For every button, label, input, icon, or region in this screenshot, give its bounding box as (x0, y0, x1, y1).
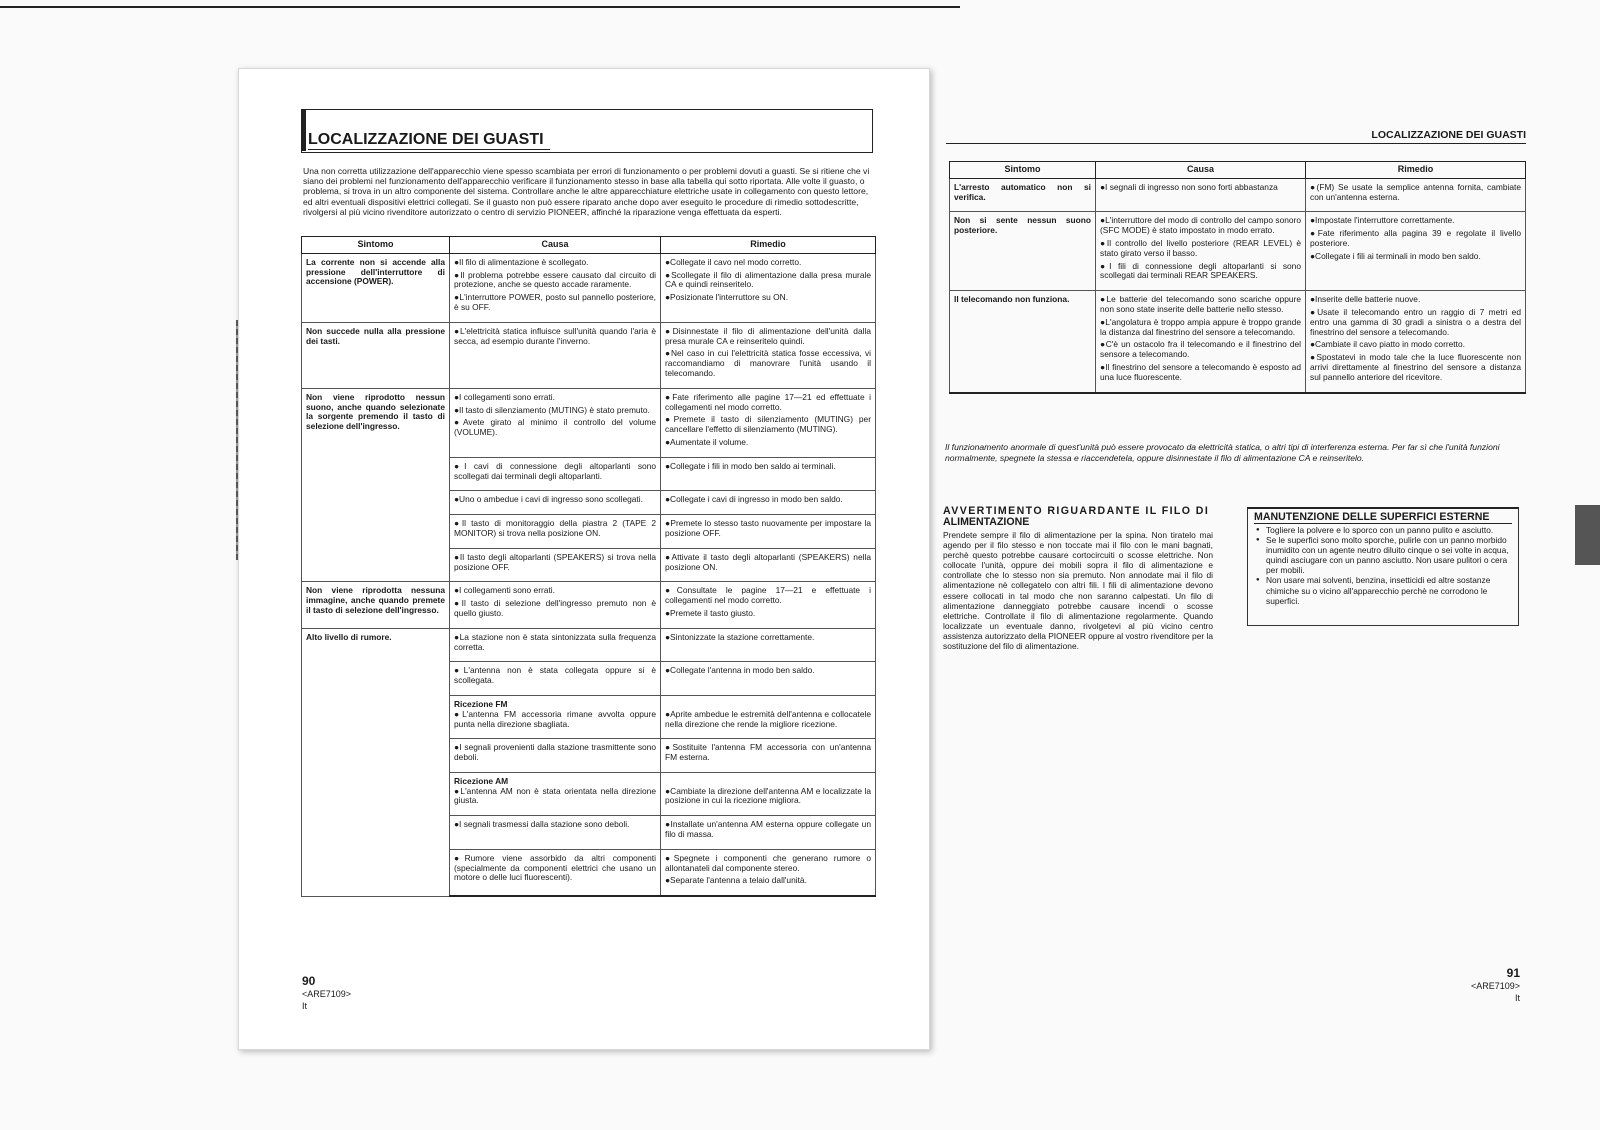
remedy-item: ●Separate l'antenna a telaio dall'unità. (665, 875, 807, 886)
cause-item: ●L'antenna FM accessoria rimane avvolta oppure punta nella direzione sbagliata. (454, 708, 656, 729)
symptom-cell: Il telecomando non funziona. (950, 291, 1096, 393)
symptom-cell: L'arresto automatico non si verifica. (950, 178, 1096, 212)
remedy-item: ●Collegate i fili ai terminali in modo ben saldo. (1310, 250, 1481, 261)
cause-item: ●L'interruttore POWER, posto sul pannello posteriore, è su OFF. (454, 292, 656, 312)
maintenance-list (1248, 525, 1518, 606)
cause-cell (1096, 178, 1306, 212)
remedy-item: ●Posizionate l'interruttore su ON. (665, 292, 789, 303)
col-header-sintomo: Sintomo (302, 237, 450, 254)
intro-text: Una non corretta utilizzazione dell'apparecchio viene spesso scambiata per errori di funzionamento o per problemi dovuti a guasti. Se si ritiene che vi siano dei problemi nel funzionamento dell'apparecchio verificare il funzionamento stesso in base alla tabella qui sotto riportata. Alle volte il guasto, o problema, si trova in un altro componente del sistema. Controllare anche le altre apparecchiature elettriche usate in collegamento con questo lettore, ed altri eventuali dispositivi elettrici collegati. Se il guasto non può essere riparato anche dopo aver eseguito le procedure di rimedio sottodescritte, rivolgersi al più vicino rivenditore autorizzato o centro di servizio PIONEER, affinché la riparazione venga effettuata da esperti. (303, 166, 870, 217)
remedy-item: ●Spostatevi in modo tale che la luce fluorescente non arrivi direttamente al finestrino del sensore a distanza sul pannello anteriore del ricevitore. (1310, 352, 1521, 382)
remedy-item: ●Inserite delle batterie nuove. (1310, 294, 1421, 305)
page-90 (238, 68, 930, 1050)
col-header-rimedio: Rimedio (1306, 162, 1526, 179)
cause-item: ●Il finestrino del sensore a telecomando è esposto ad una luce fluorescente. (1100, 361, 1301, 382)
cause-cell (450, 849, 661, 896)
cause-item: ●L'elettricità statica influisce sull'unità quando l'aria è secca, ad esempio durante l'inverno. (454, 325, 656, 346)
cause-item: ●L'interruttore del modo di controllo del campo sonoro (SFC MODE) è stato impostato in modo errato. (1100, 215, 1301, 236)
cause-item: ●La stazione non è stata sintonizzata sulla frequenza corretta. (454, 631, 656, 652)
remedy-item: ●Nel caso in cui l'elettricità statica fosse eccessiva, vi raccomandiamo di manovrare l'unità usando il telecomando. (665, 348, 871, 378)
table-row (302, 253, 876, 322)
cause-item: ●I collegamenti sono errati. (454, 585, 555, 596)
remedy-item: ●Cambiate la direzione dell'antenna AM e localizzate la posizione in cui la ricezione migliora. (665, 785, 871, 806)
remedy-item: ●Collegate il cavo nel modo corretto. (665, 256, 802, 267)
list-item: ● Togliere la polvere e lo sporco con un panno pulito e asciutto. (1256, 525, 1512, 535)
cause-cell (450, 695, 661, 738)
symptom-cell: Alto livello di rumore. (302, 628, 450, 896)
model-code: <ARE7109> (302, 989, 352, 999)
remedy-cell (661, 582, 876, 628)
symptom-cell: Non succede nulla alla pressione dei tasti. (302, 322, 450, 388)
cause-item: ●I segnali provenienti dalla stazione trasmittente sono deboli. (454, 742, 656, 763)
remedy-cell (1306, 291, 1526, 393)
cause-item: ●Le batterie del telecomando sono scariche oppure non sono state inserite delle batterie nello stesso. (1100, 294, 1301, 314)
cause-item: ●Uno o ambedue i cavi di ingresso sono scollegati. (454, 494, 643, 505)
reception-subheading: Ricezione AM (454, 775, 509, 786)
remedy-item: ●Aumentate il volume. (665, 436, 749, 447)
remedy-cell (661, 515, 876, 549)
remedy-cell (661, 491, 876, 515)
cause-item: ●Rumore viene assorbido da altri componenti (specialmente da componenti elettrici che usano un motore o delle luci fluorescenti). (454, 852, 656, 883)
cause-cell (450, 457, 661, 491)
troubleshooting-table (301, 236, 876, 897)
language-code: It (1514, 993, 1520, 1003)
remedy-item: ●Spegnete i componenti che generano rumore o allontanateli dal componente stereo. (665, 852, 871, 873)
remedy-item: ●Consultate le pagine 17—21 e effettuate i collegamenti nel modo corretto. (665, 585, 871, 606)
remedy-cell (661, 816, 876, 850)
cause-cell (450, 739, 661, 773)
cause-item: ●Il problema potrebbe essere causato dal circuito di protezione, anche se questo accade raramente. (454, 269, 656, 290)
page-footer-left (302, 974, 351, 1012)
warning-title-line-2: ALIMENTAZIONE (943, 516, 1030, 528)
warning-text: Prendete sempre il filo di alimentazione per la spina. Non tiratelo mai agendo per il filo stesso e non toccate mai il filo con le mani bagnati, perchè questo potrebbe causare cortocircuiti o scosse elettriche. Non collocate l'unità, oppure dei mobili sopra il filo di alimentazione e controllate che lo stesso non sia premuto. Non annodate mai il filo di alimentazione nè collegatelo con altri fili. I fili di alimentazione devono essere collocati in tal modo che non saranno calpestati. Un filo di alimentazione danneggiato potrebbe causare incendi o scosse elettriche. Controllate il filo di alimentazione regolarmente. Quando localizzate un eventuale danno, rivolgetevi al più vicino centro assistenza autorizzato della PIONEER oppure al vostro rivenditore per la sostituzione del filo di alimentazione. (943, 530, 1213, 652)
maintenance-title: MANUTENZIONE DELLE SUPERFICI ESTERNE (1254, 511, 1512, 524)
warning-title-line-1: AVVERTIMENTO RIGUARDANTE IL FILO DI (943, 505, 1210, 517)
table-row (302, 628, 876, 662)
remedy-item: ●Cambiate il cavo piatto in modo corretto. (1310, 339, 1465, 350)
cause-cell (450, 491, 661, 515)
cause-item: ●I fili di connessione degli altoparlanti si sono scollegati dai terminali REAR SPEAKERS. (1100, 260, 1301, 281)
symptom-cell: Non viene riprodotto nessun suono, anche quando selezionate la sorgente premendo il tasto di selezione dell'ingresso. (302, 388, 450, 582)
col-header-rimedio: Rimedio (661, 237, 876, 254)
table-row (950, 291, 1526, 393)
cause-item: ●I collegamenti sono errati. (454, 391, 555, 402)
cause-item: ●Il tasto di selezione dell'ingresso premuto non è quello giusto. (454, 598, 656, 618)
symptom-cell: La corrente non si accende alla pressione dell'interruttore di accensione (POWER). (302, 253, 450, 322)
cause-item: ●I segnali trasmessi dalla stazione sono deboli. (454, 819, 630, 830)
symptom-cell: Non viene riprodotta nessuna immagine, anche quando premete il tasto di selezione dell'ingresso. (302, 582, 450, 628)
cause-item: ●Il controllo del livello posteriore (REAR LEVEL) è stato girato verso il basso. (1100, 237, 1301, 258)
top-rule (0, 6, 960, 8)
thumb-index-tab (1575, 505, 1600, 565)
remedy-cell (661, 695, 876, 738)
remedy-item: ●Premete il tasto di silenziamento (MUTING) per cancellare l'effetto di silenziamento (MUTING). (665, 414, 871, 435)
remedy-item: ●Premete lo stesso tasto nuovamente per impostare la posizione OFF. (665, 518, 871, 538)
power-cord-warning (943, 506, 1213, 651)
remedy-item: ●Attivate il tasto degli altoparlanti (SPEAKERS) nella posizione ON. (665, 551, 871, 572)
cause-cell (450, 662, 661, 696)
cause-cell (450, 772, 661, 815)
cause-item: ●Il tasto di silenziamento (MUTING) è stato premuto. (454, 404, 650, 415)
language-code: It (302, 1001, 308, 1011)
cause-item: ●L'angolatura è troppo ampia appure è troppo grande la distanza dal finestrino del sensore a telecomando. (1100, 316, 1301, 337)
cause-item: ●Avete girato al minimo il controllo del volume (VOLUME). (454, 417, 656, 438)
table-row (302, 322, 876, 388)
remedy-item: ●Usate il telecomando entro un raggio di 7 metri ed entro una gamma di 30 gradi a sinistra o a destra del finestrino del sensore a telecomando. (1310, 306, 1521, 337)
page-title: LOCALIZZAZIONE DEI GUASTI (308, 131, 550, 150)
remedy-cell (661, 457, 876, 491)
remedy-cell (661, 548, 876, 582)
cause-item: ●C'è un ostacolo fra il telecomando e il finestrino del sensore a telecomando. (1100, 339, 1301, 360)
remedy-item: ●(FM) Se usate la semplice antenna fornita, cambiate con un'antenna esterna. (1310, 181, 1521, 202)
col-header-sintomo: Sintomo (950, 162, 1096, 179)
table-row (950, 178, 1526, 212)
cause-item: ●Il filo di alimentazione è scollegato. (454, 256, 589, 267)
remedy-item: ●Aprite ambedue le estremità dell'antenna e collocatele nella direzione che rende la migliore ricezione. (665, 708, 871, 729)
cause-cell (450, 548, 661, 582)
symptom-cell: Non si sente nessun suono posteriore. (950, 212, 1096, 291)
remedy-item: ●Installate un'antenna AM esterna oppure collegate un filo di massa. (665, 819, 871, 840)
remedy-cell (661, 772, 876, 815)
reception-subheading: Ricezione FM (454, 698, 508, 709)
cause-item: ●I segnali di ingresso non sono forti abbastanza (1100, 181, 1278, 192)
cause-cell (450, 253, 661, 322)
remedy-item: ●Fate riferimento alle pagine 17—21 ed effettuate i collegamenti nel modo corretto. (665, 391, 871, 412)
remedy-cell (661, 253, 876, 322)
title-box (301, 109, 873, 153)
remedy-cell (1306, 178, 1526, 212)
table-row (302, 582, 876, 628)
remedy-item: ●Sostituite l'antenna FM accessoria con un'antenna FM esterna. (665, 742, 871, 763)
cause-cell (1096, 212, 1306, 291)
model-code: <ARE7109> (1470, 981, 1520, 991)
maintenance-box (1247, 507, 1519, 626)
cause-item: ●Il tasto di monitoraggio della piastra 2 (TAPE 2 MONITOR) si trova nella posizione ON. (454, 518, 656, 538)
remedy-cell (661, 322, 876, 388)
cause-item: ●L'antenna AM non è stata orientata nella direzione giusta. (454, 785, 656, 806)
warning-title (943, 506, 1213, 528)
table-row (950, 212, 1526, 291)
remedy-item: ●Scollegate il filo di alimentazione dalla presa murale CA e quindi reinseritelo. (665, 269, 871, 290)
cause-cell (450, 515, 661, 549)
remedy-cell (661, 739, 876, 773)
remedy-item: ●Collegate l'antenna in modo ben saldo. (665, 665, 815, 676)
cause-cell (1096, 291, 1306, 393)
remedy-item: ●Impostate l'interruttore correttamente. (1310, 215, 1455, 226)
page-91 (935, 40, 1575, 1100)
page-number: 91 (1506, 966, 1520, 980)
list-item: ● Se le superfici sono molto sporche, pulirle con un panno morbido inumidito con un agente neutro diluito cinque o sei volte in acqua, quindi asciugare con un panno asciutto. Non usare pulitori o cera per mobili. (1256, 535, 1512, 575)
remedy-item: ●Collegate i fili in modo ben saldo ai terminali. (665, 460, 836, 471)
remedy-cell (1306, 212, 1526, 291)
static-note: Il funzionamento anormale di quest'unità può essere provocato da elettricità statica, o altri tipi di interferenza esterna. Per far sì che l'unità funzioni normalmente, spegnete la stessa e riaccendetela, oppure disinnestate il filo di alimentazione CA e reinseritelo. (945, 442, 1500, 463)
cause-cell (450, 322, 661, 388)
remedy-cell (661, 662, 876, 696)
table-row (302, 388, 876, 457)
cause-item: ●Il tasto degli altoparlanti (SPEAKERS) si trova nella posizione OFF. (454, 551, 656, 572)
cause-cell (450, 388, 661, 457)
cause-cell (450, 582, 661, 628)
remedy-item: ●Sintonizzate la stazione correttamente. (665, 631, 815, 642)
page-footer-right (1460, 966, 1520, 1004)
page-number: 90 (302, 974, 316, 988)
cause-item: ●L'antenna non è stata collegata oppure si è scollegata. (454, 665, 656, 686)
list-item: ● Non usare mai solventi, benzina, insetticidi ed altre sostanze chimiche su o vicino all'apparecchio perchè ne corrodono le superfici. (1256, 575, 1512, 605)
cause-cell (450, 816, 661, 850)
remedy-cell (661, 628, 876, 662)
remedy-item: ●Collegate i cavi di ingresso in modo ben saldo. (665, 494, 843, 505)
remedy-item: ●Premete il tasto giusto. (665, 607, 756, 618)
remedy-cell (661, 849, 876, 896)
remedy-item: ●Fate riferimento alla pagina 39 e regolate il livello posteriore. (1310, 228, 1521, 248)
troubleshooting-table-continued (949, 161, 1526, 394)
cause-cell (450, 628, 661, 662)
remedy-item: ●Disinnestate il filo di alimentazione dell'unità dalla presa murale CA e reinseritelo quindi. (665, 325, 871, 346)
col-header-causa: Causa (1096, 162, 1306, 179)
cause-item: ●I cavi di connessione degli altoparlanti sono scollegati dai terminali degli altoparlanti. (454, 460, 656, 481)
col-header-causa: Causa (450, 237, 661, 254)
running-header: LOCALIZZAZIONE DEI GUASTI (946, 129, 1526, 144)
remedy-cell (661, 388, 876, 457)
